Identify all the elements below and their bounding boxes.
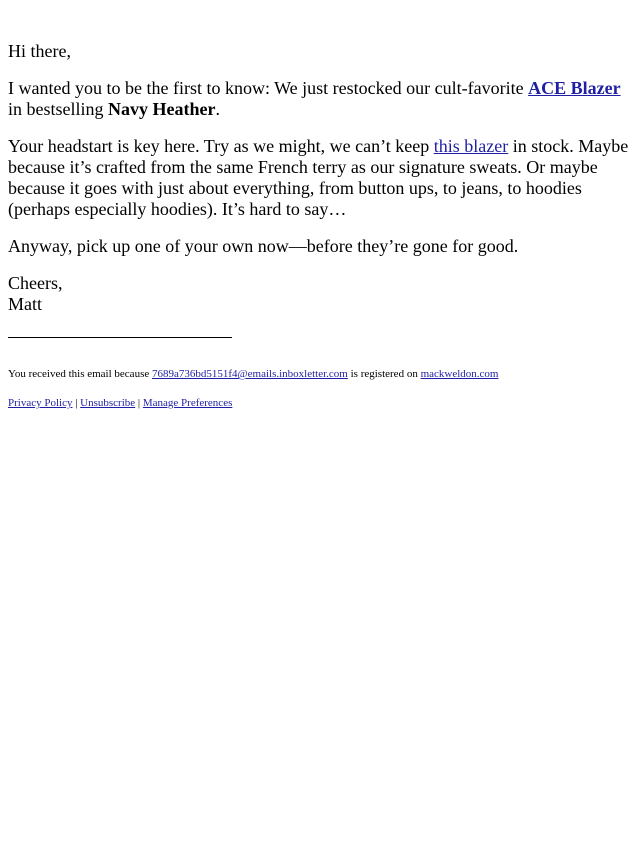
headstart-text-before: Your headstart is key here. Try as we might, we can’t keep	[8, 136, 434, 156]
privacy-policy-link[interactable]: Privacy Policy	[8, 397, 73, 409]
unsubscribe-link[interactable]: Unsubscribe	[80, 397, 136, 409]
this-blazer-link[interactable]: this blazer	[433, 136, 509, 156]
restock-text-after: .	[215, 99, 220, 119]
signature-name: Matt	[8, 294, 42, 314]
registered-text: is registered on	[347, 368, 421, 380]
received-text: You received this email because	[8, 368, 152, 380]
manage-preferences-link[interactable]: Manage Preferences	[142, 397, 233, 409]
headstart-paragraph	[8, 136, 632, 220]
registration-notice	[8, 368, 632, 381]
signoff: Cheers,	[8, 273, 63, 293]
footer-links	[8, 397, 632, 410]
email-body	[8, 41, 632, 426]
footer-divider	[8, 337, 232, 338]
site-link[interactable]: mackweldon.com	[420, 368, 499, 380]
greeting-text: Hi there,	[8, 41, 71, 61]
restock-text-middle: in bestselling	[8, 99, 108, 119]
registered-email-link[interactable]: 7689a736bd5151f4@emails.inboxletter.com	[151, 368, 348, 380]
color-name: Navy Heather	[108, 99, 216, 119]
restock-paragraph	[8, 78, 632, 120]
headstart-text-after: in stock. Maybe because it’s crafted from the same French terry as our signature sweats. Or maybe because it goes with just about everything, from button ups, to jeans, to hoodies (perhaps especially hoodies). It’s hard to say…	[8, 136, 629, 219]
closing-paragraph	[8, 236, 632, 257]
signature-block	[8, 273, 632, 315]
separator: |	[72, 397, 81, 409]
restock-text-before: I wanted you to be the first to know: We just restocked our cult-favorite	[8, 78, 529, 98]
closing-text: Anyway, pick up one of your own now—before they’re gone for good.	[8, 236, 519, 256]
greeting	[8, 41, 632, 62]
separator: |	[135, 397, 143, 409]
ace-blazer-link[interactable]: ACE Blazer	[528, 78, 621, 98]
